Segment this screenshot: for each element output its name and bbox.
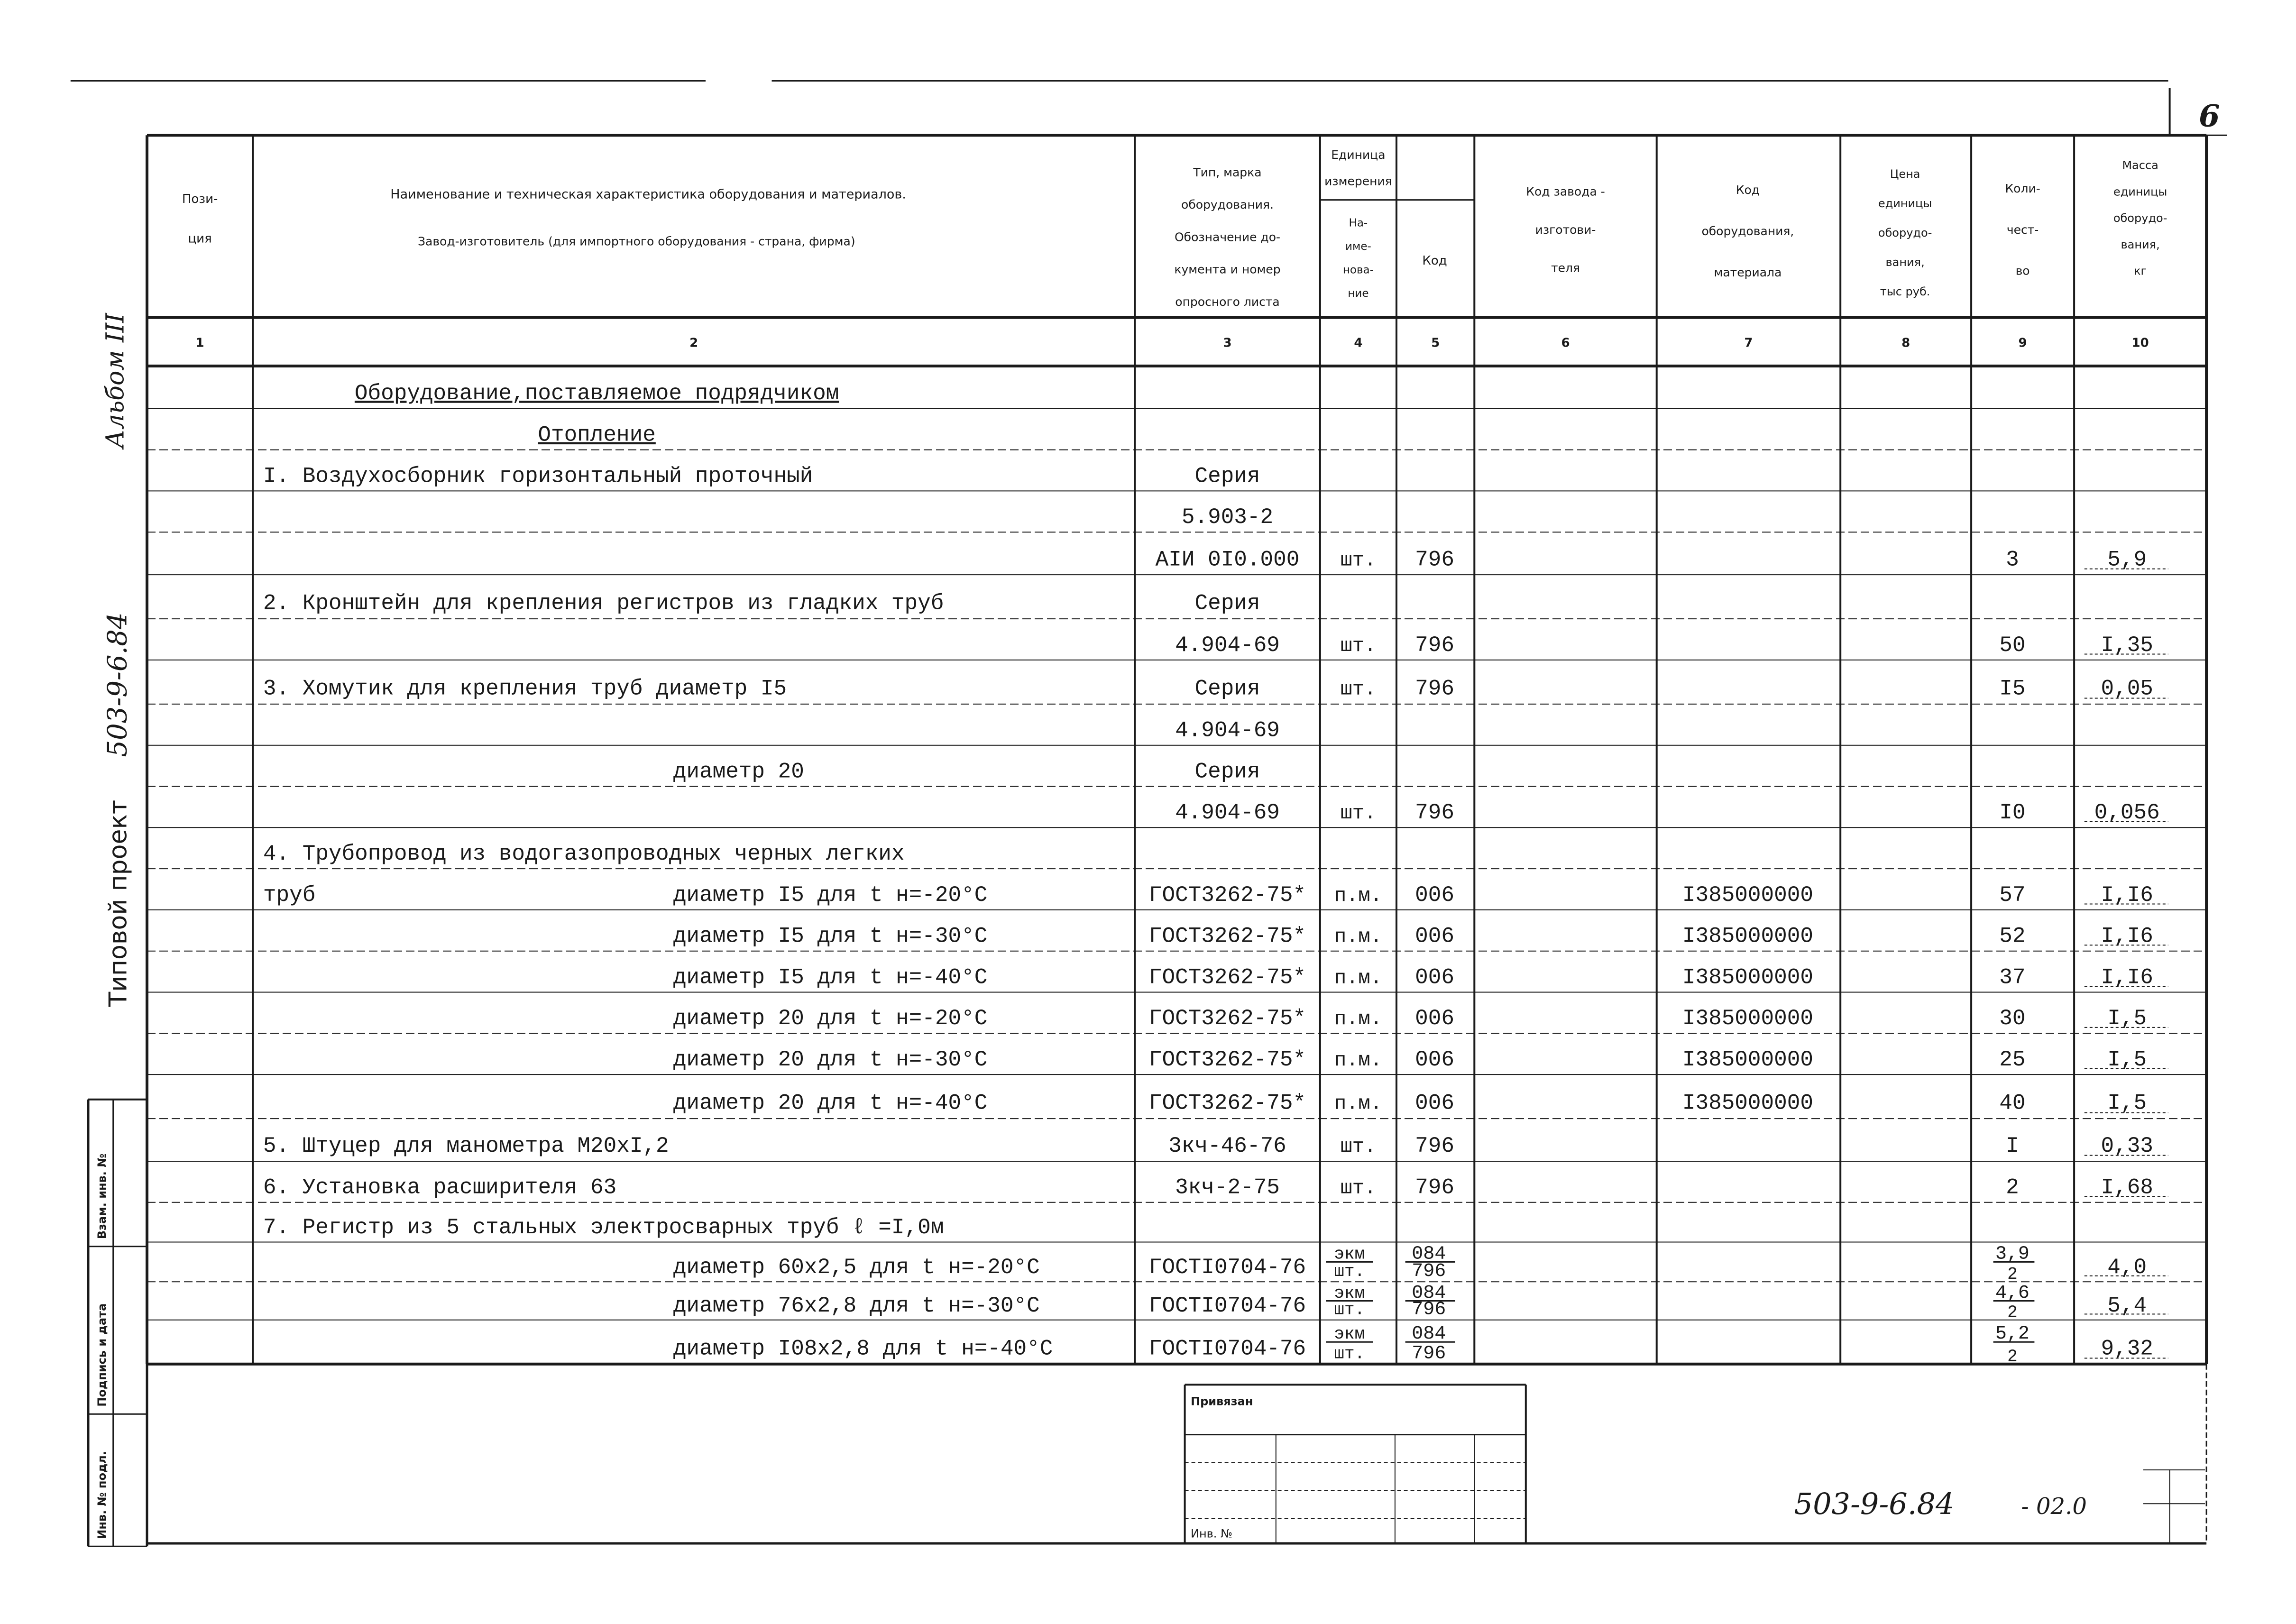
header-type: опросного листа [1175,294,1280,309]
item-mass: 5,9 [2107,547,2147,572]
item-equipment-code: I385000000 [1682,1091,1813,1116]
header-unit-mass: единицы [2113,185,2167,199]
header-unit-mass: Масса [2122,158,2158,172]
item-mass: 9,32 [2101,1336,2153,1361]
item-quantity: 4,6 [1995,1283,2030,1304]
item-unit-code: 006 [1415,1091,1455,1116]
item-type: 3кч-2-75 [1175,1175,1280,1200]
item-mass: I,5 [2107,1047,2147,1073]
item-unit-code: 084 [1412,1323,1446,1345]
item-type: 4.904-69 [1175,633,1280,658]
item-unit-code: 006 [1415,924,1455,949]
item-type: ГОСТ3262-75* [1148,1006,1306,1031]
item-variant: диаметр I5 для t н=-30°С [673,924,988,949]
side-project-code: 503-9-6.84 [102,612,133,757]
item-unit: шт. [1340,549,1377,572]
item-equipment-code: I385000000 [1682,965,1813,990]
header-unit-price: оборудо- [1878,226,1932,240]
item-variant: диаметр 20 для t н=-20°С [673,1006,988,1031]
item-type: Серия [1194,591,1260,616]
item-mass: 4,0 [2107,1255,2147,1280]
item-quantity: I0 [1999,800,2026,826]
item-type: ГОСТ3262-75* [1148,1091,1306,1116]
item-type: ГОСТ3262-75* [1148,882,1306,908]
table-grid [71,81,2227,1547]
header-unit-group: Единица [1331,147,1386,162]
section-title: Отопление [538,422,656,448]
header-unit-code: Код [1422,254,1447,268]
header-equipment-code: Код [1736,183,1760,197]
item-mass: I,I6 [2101,924,2153,949]
header-equipment-code: оборудования, [1701,224,1794,238]
item-quantity: 50 [1999,633,2026,658]
item-type: ГОСТI0704-76 [1148,1294,1306,1319]
item-quantity: I [2006,1134,2019,1159]
item-type: Серия [1194,759,1260,784]
item-variant: диаметр I5 для t н=-40°С [673,965,988,990]
item-quantity: 57 [1999,882,2026,908]
item-unit-code: 006 [1415,1047,1455,1073]
header-unit-group: измерения [1324,174,1392,188]
column-number: 8 [1901,336,1910,350]
inv-number-label: Инв. № [1191,1527,1233,1541]
item-unit: п.м. [1334,966,1382,990]
column-number: 10 [2131,336,2149,350]
column-number: 6 [1561,336,1570,350]
item-variant: диаметр 76х2,8 для t н=-30°С [673,1294,1040,1319]
item-mass: I,I6 [2101,965,2153,990]
header-factory-code: теля [1551,261,1580,275]
project-type-label: Типовой проект [104,799,133,1007]
stamp-label: Взам. инв. № [95,1153,109,1239]
header-type: Тип, марка [1193,165,1262,179]
item-quantity: 3,9 [1995,1243,2030,1265]
item-equipment-code: I385000000 [1682,1047,1813,1073]
header-factory-code: Код завода - [1526,184,1605,199]
item-quantity: 30 [1999,1006,2026,1031]
column-number: 9 [2018,336,2027,350]
header-quantity: чест- [2006,222,2039,237]
item-type: ГОСТI0704-76 [1148,1255,1306,1280]
item-variant: диаметр I08х2,8 для t н=-40°С [673,1336,1053,1361]
header-quantity: во [2015,264,2030,278]
header-unit-price: тыс руб. [1880,285,1930,299]
item-type: 4.904-69 [1175,718,1280,743]
item-quantity: 37 [1999,965,2026,990]
item-unit-code: 006 [1415,965,1455,990]
item-unit: шт. [1340,1176,1377,1200]
item-quantity: 5,2 [1995,1323,2030,1345]
item-unit: шт. [1340,1135,1377,1158]
item-type: АIИ 0I0.000 [1155,547,1300,572]
header-type: Обозначение до- [1174,230,1281,244]
item-name: диаметр 20 [673,759,804,784]
item-quantity: 2 [2007,1265,2018,1284]
header-unit-price: единицы [1878,197,1932,211]
document-code: 503-9-6.84 [1794,1486,1955,1521]
column-number: 3 [1223,336,1232,350]
header-unit-mass: кг [2134,264,2147,278]
header-unit-name: На- [1349,217,1368,229]
header-unit-name: нова- [1342,264,1374,276]
table-text [95,99,2220,1541]
item-type: 4.904-69 [1175,800,1280,826]
item-name: 4. Трубопровод из водогазопроводных черных легких [263,842,905,867]
item-name: 7. Регистр из 5 стальных электросварных труб ℓ =I,0м [263,1215,944,1240]
item-unit: экм [1334,1244,1365,1264]
item-unit-code: 084 [1412,1283,1446,1304]
item-equipment-code: I385000000 [1682,882,1813,908]
item-unit: п.м. [1334,884,1382,907]
item-unit: экм [1334,1324,1365,1344]
item-type: 5.903-2 [1181,505,1274,530]
item-unit: п.м. [1334,1092,1382,1115]
item-mass: 5,4 [2107,1294,2147,1319]
item-mass: I,68 [2101,1175,2153,1200]
item-quantity: 2 [2007,1347,2018,1367]
item-unit: экм [1334,1284,1365,1303]
item-name: I. Воздухосборник горизонтальный проточный [263,464,813,489]
item-variant: диаметр 20 для t н=-40°С [673,1091,988,1116]
header-type: оборудования. [1181,198,1274,212]
item-mass: I,I6 [2101,882,2153,908]
item-variant: диаметр 20 для t н=-30°С [673,1047,988,1073]
item-unit: п.м. [1334,925,1382,948]
item-unit: шт. [1334,1300,1365,1320]
item-equipment-code: I385000000 [1682,924,1813,949]
item-mass: I,35 [2101,633,2153,658]
column-number: 4 [1354,336,1363,350]
bound-label: Привязан [1191,1395,1253,1408]
header-quantity: Коли- [2005,182,2040,196]
item-quantity: 52 [1999,924,2026,949]
item-unit: шт. [1334,1261,1365,1281]
item-quantity: 2 [2007,1303,2018,1322]
stamp-label: Инв. № подл. [95,1450,109,1539]
item-unit-code: 796 [1415,800,1455,826]
item-type: ГОСТ3262-75* [1148,965,1306,990]
item-quantity: I5 [1999,676,2026,701]
item-name: 2. Кронштейн для крепления регистров из гладких труб [263,591,944,616]
item-unit: п.м. [1334,1008,1382,1031]
header-manufacturer: Завод-изготовитель (для импортного оборудования - страна, фирма) [417,234,855,248]
header-position: ция [188,231,212,246]
item-type: 3кч-46-76 [1168,1134,1286,1159]
album-label: Альбом III [101,313,130,449]
item-unit-code: 796 [1415,547,1455,572]
item-unit-code: 796 [1412,1260,1446,1282]
header-position: Пози- [182,192,218,206]
item-mass: I,5 [2107,1091,2147,1116]
header-type: кумента и номер [1174,262,1281,276]
item-mass: I,5 [2107,1006,2147,1031]
item-name: 5. Штуцер для манометра М20хI,2 [263,1134,669,1159]
item-mass: 0,33 [2101,1134,2153,1159]
item-unit-code: 796 [1412,1343,1446,1365]
item-equipment-code: I385000000 [1682,1006,1813,1031]
item-unit-code: 796 [1415,633,1455,658]
header-equipment-code: материала [1714,265,1782,279]
item-unit-code: 796 [1415,1134,1455,1159]
item-mass: 0,05 [2101,676,2153,701]
header-name: Наименование и техническая характеристика оборудования и материалов. [390,187,906,202]
item-unit: шт. [1340,802,1377,825]
item-unit: шт. [1340,634,1377,657]
item-type: ГОСТI0704-76 [1148,1336,1306,1361]
item-name: 3. Хомутик для крепления труб диаметр I5 [263,676,787,701]
sheet-number: 6 [2199,98,2220,134]
item-unit-code: 796 [1415,676,1455,701]
item-unit: п.м. [1334,1049,1382,1072]
item-name: 6. Установка расширителя 63 [263,1175,617,1200]
header-unit-name: ние [1348,287,1369,300]
header-unit-price: Цена [1890,167,1920,181]
item-quantity: 2 [2006,1175,2019,1200]
item-unit: шт. [1340,678,1377,701]
item-type: Серия [1194,464,1260,489]
item-unit-code: 006 [1415,882,1455,908]
item-unit-code: 796 [1412,1299,1446,1321]
header-unit-name: име- [1345,240,1371,253]
header-factory-code: изготови- [1535,222,1596,237]
header-unit-mass: оборудо- [2113,211,2167,225]
item-type: ГОСТ3262-75* [1148,1047,1306,1073]
item-mass: 0,056 [2094,800,2160,826]
item-type: Серия [1194,676,1260,701]
item-quantity: 40 [1999,1091,2026,1116]
item-unit-code: 796 [1415,1175,1455,1200]
item-quantity: 3 [2006,547,2019,572]
item-type: ГОСТ3262-75* [1148,924,1306,949]
header-unit-mass: вания, [2121,238,2160,251]
column-number: 2 [689,336,698,350]
header-unit-price: вания, [1885,256,1925,269]
item-variant: диаметр I5 для t н=-20°С [673,882,988,908]
item-variant: диаметр 60х2,5 для t н=-20°С [673,1255,1040,1280]
column-number: 1 [195,336,204,350]
item-quantity: 25 [1999,1047,2026,1073]
item-unit-code: 006 [1415,1006,1455,1031]
column-number: 7 [1744,336,1753,350]
column-number: 5 [1431,336,1440,350]
stamp-label: Подпись и дата [95,1303,109,1407]
section-title: Оборудование,поставляемое подрядчиком [354,381,839,406]
document-suffix: - 02.0 [2021,1493,2087,1520]
item-name: труб [263,882,316,908]
item-unit-code: 084 [1412,1243,1446,1265]
item-unit: шт. [1334,1344,1365,1364]
